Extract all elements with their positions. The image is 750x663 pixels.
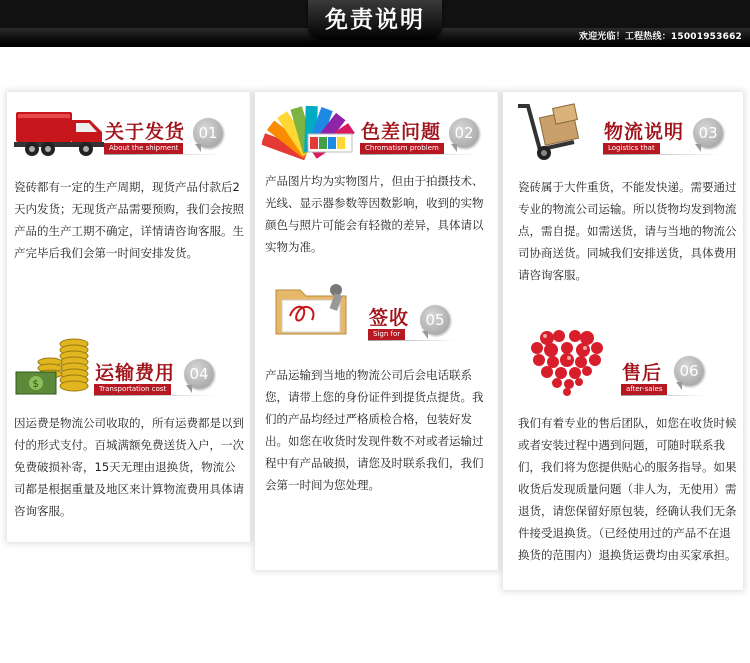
svg-text:$: $ xyxy=(32,379,39,390)
section-number-badge: 03 xyxy=(693,118,723,148)
hand-truck-icon xyxy=(514,100,598,162)
section-subtitle: About the shipment xyxy=(104,143,183,154)
section-subtitle: Sign for xyxy=(368,329,405,340)
section-title: 色差问题 xyxy=(361,121,442,143)
hotline-text: 欢迎光临！工程热线：15001953662 xyxy=(578,32,742,42)
section-body: 产品图片均为实物图片，但由于拍摄技术、光线、显示器参数等因数影响，收到的实物颜色与照片可能会有轻微的差异，具体请以实物为准。 xyxy=(265,174,484,254)
divider xyxy=(368,340,458,341)
section-title: 签收 xyxy=(369,307,410,329)
divider xyxy=(104,154,224,155)
section-subtitle: Transportation cost xyxy=(94,384,171,395)
truck-icon xyxy=(14,108,106,158)
section-title: 关于发货 xyxy=(105,121,186,143)
divider xyxy=(360,154,480,155)
section-body: 因运费是物流公司收取的，所有运费都是以到付的形式支付。百城满额免费送货入户，一次免费破损补寄，15天无理由退换货，物流公司都是根据重量及地区来计算物流费用具体请咨询客服。 xyxy=(14,416,244,518)
section-number-badge: 04 xyxy=(184,359,214,389)
section-body: 瓷砖都有一定的生产周期，现货产品付款后2天内发货；无现货产品需要预购，我们会按照产品的生产工期不确定，详情请咨询客服。生产完毕后我们会第一时间安排发货。 xyxy=(14,180,244,260)
divider xyxy=(621,395,706,396)
section-number-badge: 05 xyxy=(420,305,450,335)
section-title: 物流说明 xyxy=(604,121,685,143)
section-body: 产品运输到当地的物流公司后会电话联系您，请带上您的身份证件到提货点提货。我们的产品均经过严格质检合格，包装好发出。如您在收货时发现件数不对或者运输过程中有产品破损，请您及时联系我们，我们会第一时间为您处理。 xyxy=(265,368,484,492)
section-subtitle: Logistics that xyxy=(603,143,660,154)
color-swatch-icon xyxy=(262,100,358,160)
section-body: 我们有着专业的售后团队，如您在收货时候或者安装过程中遇到问题，可随时联系我们，我们将为您提供贴心的服务指导。如果收货后发现质量问题（非人为，无使用）需退货，请您保留好原包装，经确认我们无条件接受退换货。（已经使用过的产品不在退换货的范围内）退换货运费均由买家承担。 xyxy=(518,416,737,562)
section-body: 瓷砖属于大件重货，不能发快递。需要通过专业的物流公司运输。所以货物均发到物流点，需自提。如需送货，请与当地的物流公司协商送货。同城我们安排送货，具体费用请咨询客服。 xyxy=(518,180,737,282)
section-subtitle: Chromatism problem xyxy=(360,143,444,154)
section-title: 售后 xyxy=(622,362,663,384)
section-subtitle: after-sales xyxy=(621,384,667,395)
section-title: 运输费用 xyxy=(95,362,176,384)
money-icon xyxy=(14,334,94,400)
section-number-badge: 01 xyxy=(193,118,223,148)
divider xyxy=(94,395,219,396)
header-bar xyxy=(0,0,750,47)
divider xyxy=(603,154,723,155)
section-number-badge: 02 xyxy=(449,118,479,148)
section-number-badge: 06 xyxy=(674,356,704,386)
heart-icon xyxy=(525,326,609,398)
folder-signature-icon xyxy=(272,278,356,340)
page-title: 免责说明 xyxy=(308,0,442,40)
